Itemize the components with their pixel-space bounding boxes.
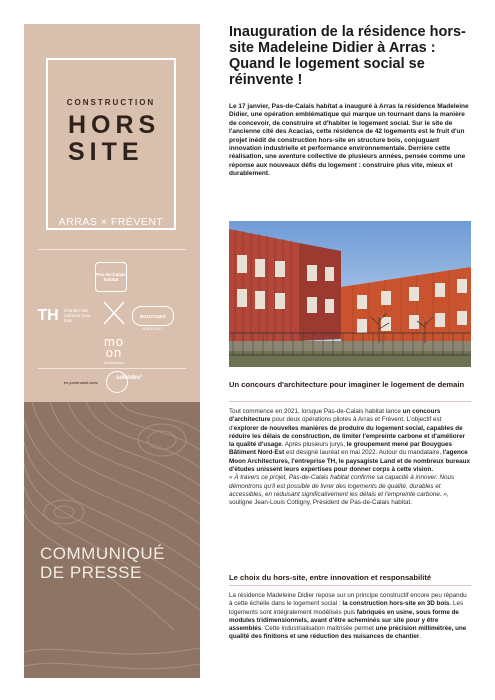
pas-de-calais-habitat-logo (95, 262, 127, 292)
moon-logo-sub: architectures (103, 361, 125, 365)
pdc-logo-line1: Pas-de-Calais (96, 272, 126, 277)
quote-author: , souligne Jean-Louis Cottigny, Président de Pas-de-Calais habitat. (229, 490, 449, 507)
brand-title-line1: HORS (68, 111, 161, 139)
brand-title-line2: SITE (68, 138, 144, 166)
section1-underline (229, 401, 471, 402)
s2-bold-1: la construction hors-site en 3D bois (342, 600, 450, 608)
section2-underline (229, 585, 471, 586)
s1-bold-1: un concours d'architecture (229, 408, 441, 424)
brand-frame (46, 58, 176, 230)
section2-title: Le choix du hors-site, entre innovation et responsabilité (229, 573, 432, 582)
section1-title: Un concours d'architecture pour imaginer le logement de demain (229, 380, 465, 389)
s1-bold-2: explorer de nouvelles manières de produire du logement social, capables de réduire les délais de construction, de limiter l'empreinte carbone et d'améliorer la qualité d'usage (229, 424, 466, 449)
separator-line-top (38, 249, 186, 250)
article-intro: Le 17 janvier, Pas-de-Calais habitat a inauguré à Arras la résidence Madeleine Didier, une opération emblématique qui marque un tournant dans la manière de concevoir, de construire et d'habiter le logement social. Sur le site de l'ancienne cité des Acacias, cette résidence de 42 logements est le fruit d'un projet inédit de construction hors-site en structure bois, conjuguant innovation industrielle et performance environnementale. Derrière cette réalisation, une aventure collective de plusieurs années, pensée comme une réponse aux nouveaux défis du logement : construire plus vite, mieux et durablement. (229, 103, 469, 178)
s1-bold-3: le groupement mené par Bouygues Bâtiment Nord-Est (229, 441, 453, 457)
s1-bold-4: l'agence Moon Architectures, l'entreprise TH, le paysagiste Land et de nombreux bureaux d'études unissent leurs expertises pour donner corps à cette vision. (229, 449, 470, 474)
s2-text-4: . (419, 633, 422, 641)
s1-text-1: Tout commence en 2021, lorsque Pas-de-Calais habitat lance (229, 408, 403, 415)
bouygues-logo-sub: NORD-EST (142, 326, 163, 331)
residence-photo (229, 221, 471, 367)
soletdev-logo-text: soletdev° (116, 375, 143, 381)
quote-text: « À travers ce projet, Pas-de-Calais habitat confirme sa capacité à innover. Nous démontrons qu'il est possible de livrer des logements de qualité, durables et accessibles, en réduisant significativement les délais et l'empreinte carbone. » (229, 474, 455, 498)
brand-title (68, 111, 161, 166)
pdc-logo-line2: habitat (103, 277, 119, 282)
sidebar-bottom-panel (24, 402, 200, 678)
brand-subtitle: ARRAS × FRÉVENT (58, 216, 164, 228)
bouygues-logo: BOUYGUES (132, 306, 174, 326)
th-logo: TH (37, 307, 59, 324)
moon-architectures-logo: mo on (103, 334, 125, 360)
s1-text-3: . Après plusieurs jurys, (281, 441, 347, 449)
s1-text-4: est désigné lauréat en mai 2022. Autour du mandataire, (284, 449, 443, 457)
press-release-line1: COMMUNIQUÉ (40, 544, 165, 563)
partner-label: en partenariat avec (63, 380, 98, 385)
cross-icon (102, 300, 126, 326)
residence-photo-illustration (229, 221, 471, 367)
article-headline: Inauguration de la résidence hors-site Madeleine Didier à Arras : Quand le logement social se réinvente ! (229, 24, 466, 88)
section1-paragraph (229, 408, 471, 508)
press-release-title (40, 544, 200, 582)
th-logo-text: chantier bas carbone pour tous (64, 308, 91, 323)
s2-text-2: . Les logements sont intégralement modélisés puis (229, 600, 464, 616)
separator-line-bottom (38, 368, 186, 369)
s1-text-2: pour deux opérations pilotes à Arras et Frévent. L'objectif est d' (229, 416, 442, 432)
press-release-line2: DE PRESSE (40, 563, 142, 582)
s2-text-3: . Cette industrialisation maîtrisée permet (261, 625, 376, 633)
s2-bold-3: une précision millimétrée, une qualité des finitions et une réduction des nuisances de chantier (229, 625, 467, 641)
s2-text-1: La résidence Madeleine Didier repose sur un principe constructif encore peu répandu à cette échelle dans le logement social : (229, 592, 467, 608)
section2-paragraph (229, 592, 471, 642)
topographic-contour-pattern (24, 402, 200, 678)
s2-bold-2: fabriqués en usine, sous forme de modules tridimensionnels, avant d'être acheminés sur site pour y être assemblés (229, 608, 459, 633)
sidebar (24, 24, 200, 678)
brand-kicker: CONSTRUCTION (66, 98, 156, 107)
